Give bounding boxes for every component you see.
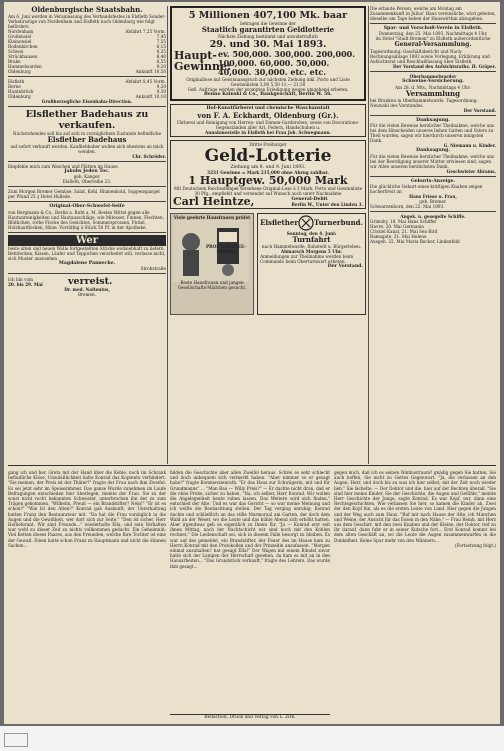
coffee-bottom: Beste Hausfrauen und jungen Gesellschafts-Mädchen gesucht. [177,280,247,291]
wool-signature: Magdalene Pannecke. [58,260,116,266]
lottery-ad [170,6,366,101]
station-name: Berne [8,84,21,89]
turnerbund-ad [257,213,366,315]
washing-name: Jakobs Jeden Toc. [64,169,110,174]
lottery-small: Originallose mit Gewinnanspruch zur nächsten Ziehung inkl. Porto und Liste [186,77,350,82]
departure-time: 8,55 [156,59,166,64]
library-logo-icon [4,733,28,747]
thanks2-body: Für die vielen Beweise herzlicher Theilnahme, welche uns bei der Beerdigung unserer Mutter erwiesen sind, sagen wir Allen unseren herzlichsten Dank. [370,153,495,169]
geld-lotterie-title: Geld-Lotterie [204,145,332,166]
badehaus-body: Nachstehendes soll bis auf sich in vorzüglichem Zustande befindliche [12,131,162,136]
birth-signature: Hans Friese u. Frau, [409,194,457,200]
lottery-bank: Benno Ksinski & Co., Bankgeschäft, Berlin W. 56. [204,92,332,97]
thanks-title: Danksagung. [416,117,450,123]
thanks-body: Für die vielen Beweise herzlicher Theilnahme, welche uns bei dem Hinscheiden unseres lieben Gatten und Vaters zu Theil wurden, sagen wir hierdurch unseren innigsten Dank. [370,123,495,144]
savings-event: General-Versammlung. [394,41,472,49]
lottery-sub1: betragen die Gewinne der [240,21,296,26]
badehaus-title: Elsflether Badehaus zu verkaufen. [25,109,149,131]
turnerbund-time: Abmarsch Morgens 5 Uhr. [280,249,343,255]
timetable-row [8,69,166,74]
left-column [8,6,166,297]
geld-lotterie-date: Ziehung am 8. und 9. Juni 1893. [230,164,306,170]
coffee-brand: PROE'S KAFFEE-ESSENZ [203,244,249,254]
lottery-dates: 29. und 30. Mai 1893. [209,39,327,50]
column-divider [167,6,168,464]
dyeing-title: Hof-Kunstfärberei und chemische Waschanstalt [206,106,330,112]
departure-time: 9,20 [156,64,166,69]
badehaus-body2: auf sofort verkauft werden. Kaufliebhaber wollen sich ehestens an mich wenden. [10,144,164,154]
departure-time: 9,30 [156,89,166,94]
dyeing-name: von F. A. Eckhardt, Oldenburg (Gr.). [197,110,339,120]
lost-item-ad: Die erbaute Person, welche am Montag am Zusammenkunft in Julius' Haus vereinsliche, wird gebeten, dieselbe um Tage heben der Hauswirthin abzugeben. [370,6,496,21]
lottery-prizes [174,50,362,77]
pig-insurance-title: Oberhammelwarder [409,74,457,80]
ships-title: Angek. u. gesegelte Schiffe. [400,214,466,220]
soap-title: Original-Ober-Schwefel-Seife [49,204,125,210]
birth-body: Die glückliche Geburt eines kräftigen Knaben zeigen hocherfreut an [370,184,483,195]
story-continued: (Fortsetzung folgt.) [454,542,496,548]
turnerbund-body: Anmeldungen zur Theilnahme werden beim Commando beim Oberturnwart erbeten. [260,254,354,265]
coffee-illustration-icon [173,220,249,282]
birth-title: Geburts-Anzeige. [410,178,456,184]
pig-insurance-signature: Der Vorstand. [463,107,496,113]
viewer-footer [0,726,504,751]
story-column-3 [334,470,496,548]
station-name: Oldenburg [8,94,31,99]
middle-column [170,6,366,316]
departure-time: 8,15 [156,44,166,49]
turnerbund-date: Sonntag, den 4. Juni: [286,231,337,237]
station-name: Kleinensiel [8,39,32,44]
departure-time: 7,55 [156,39,166,44]
geld-lotterie-seller: Carl Heintze, [173,195,255,209]
lottery-name: Staatlich garantirten Geldlotterie [201,25,335,34]
lottery-prize-line: ev. 500,000. 300,000. 200,000. [218,49,355,59]
station-name: Strückhausen [8,54,38,59]
vegetable-ad: Zum Morgen Bremer Gemüse, Salat, Kohl, Blumenkohl, Suppenspargel per Pfund 25 ₰ Hotel Hullede. [8,189,160,200]
lottery-prize-line: 100,000. 60,000. 50,000. [218,58,330,68]
ship-row: Ramsgate, 21. Mai Helene [370,234,427,240]
wool-body: beste alten und neuen Wolle fortgestellten Stricke wollsiebhaft zu liefern. Bettdecken, Kissen, Läufer und Teppichen verarbeitet will, verlasse nicht, sich Muster anzusehen. [8,245,166,261]
pig-insurance-date: Am 28. d. Mts., Nachmittags 4 Uhr: [395,84,471,90]
ship-row: Havre, 20. Mai Germania [370,224,424,230]
pig-insurance-sub: Schweine-Versicherung. [402,79,464,85]
pig-insurance-event: Versammlung [406,88,460,98]
railway-title: Oldenburgische Staatsbahn. [31,5,143,14]
geld-lotterie-main-prize: 1 Hauptgew. 50,000 Mark [188,174,348,188]
travel-place: Bremen. [77,292,97,298]
geld-lotterie-ad [170,140,366,209]
soap-body: von Bergmann & Co., Berlin a. Ruht a. M. Bestes Mittel gegen alle Hautunreinigkeiten und Hautausschläge, wie Mitesser, Finnen, Flechten, Blüthchen, rothe Flecke des Gesichtes, Sommersprossen, Pickel, Holzhautflecken, Hitze. Vorräthig à Stück 50 Pf. in der Apotheke. [8,209,165,230]
washing-sub: geb. Kanger, [73,174,101,180]
washing-place: Elsfleth, Oberreihe 23. [62,179,112,185]
geld-lotterie-debit: General-Debit [291,196,328,202]
travel-line-1: Ich bin vom [8,276,33,282]
station-name: Großensiel [8,34,32,39]
savings-body: Tagesordnung: Geschäftsbericht und Nach-Rechnungsablage 1892 sowie Vorlegung. Erklärung und Aufsichtsrat und Beschlußfassung über Elsfleth. [370,49,490,65]
birth-signature-2: geb. Bremer. [419,199,447,205]
section-divider [8,465,496,466]
savings-date: Donnerstag, den 25. Mai 1893, Nachmittags 4 Uhr, [378,31,488,37]
ship-row: Cristiel Kanal, 21. Mai Sea Bird [370,229,438,235]
washing-ad: Empfehle mich zum Waschen und Plätten im Hause. [8,164,119,169]
wer-banner: Wer [8,235,166,246]
coffee-ad [170,213,254,315]
story-column-2 [170,470,330,569]
savings-place: im Hotel "Stadt Bremen" zu Elsfleth außerordentliche [375,36,491,42]
turnerbund-signature: Der Vorstand. [327,264,363,270]
railway-table-1 [8,29,166,74]
newspaper-page [4,2,500,724]
column-divider [368,6,369,464]
station-name: Elsfleth [8,79,25,84]
dyeing-agent: Annahmestelle in Elsfleth bei Frau Joh. Schwegmann. [204,129,332,135]
imprint: Redaction, Druck und Verlag von L. Zirk. [170,714,330,720]
thanks2-signature: Geschwister Abrams. [446,168,496,174]
lottery-sub2: Nächste Ziehung bestimmt und unwiderruflich [218,34,318,39]
railway-signature: Großherzogliche Eisenbahn-Direction. [41,99,133,104]
savings-signature: Der Vorstand des Aufsichtsraths. H. Gräper. [392,64,496,70]
right-column [370,6,496,244]
departure-time: Abfahrt 7,25 Vorm. [125,29,166,34]
geld-lotterie-count: 3231 Gewinne = Mark 215,000 ohne Abzug zahlbar. [207,170,329,176]
badehaus-signature: Chr. Schröder. [132,154,166,159]
departure-time: 8,35 [156,49,166,54]
lottery-small2: Gefl. Aufträge werden der prompten Erledigung wegen umgehend erbeten. [187,87,349,92]
departure-time: Ankunft 10,50 [135,69,166,74]
station-name: Huntebrück [8,89,34,94]
station-name: Oldenburg [8,69,31,74]
birth-place: Schwarzenhorn, den 22. Mai 1893. [370,204,445,210]
dyeing-ad [170,104,366,136]
turnerbund-route: nach Hammelwarde, Ruhstedt u. Bürgerleben. [261,244,362,250]
turnerbund-name-2: Turnerbund. [314,218,363,228]
travel-dates: 20. bis 29. Mai [8,281,43,287]
thanks-signature: G. Niemann u. Kinder. [443,143,496,149]
coffee-top: Viele geehrte Hausfrauen prüfet [173,215,251,221]
ships-list [370,219,496,244]
story-column-2-text: bilden die Geschichte aber allen Zweifel heraus. Schrei es sehr schlecht und doch unbequem sich vermerkt haben. "Aber nimmer so er gesagt habe?" fragte Kommerzienrath. "Er das Haus zur Schwägerin, mit und für Grundmanns" ... "Man Bau — Willy Preis?" — Er dachte nicht dran, daß er die ohne Probe, sicher zu haben. "Na, ich selber, Herr Konrad. Wir wollen die Angelegenheit heute ruhen lassen. Das Weitere wird sich finden," entschied der Alte. Und es war das Gericht — so war meine Meinung und ich wollte die Beobachtung stellen. Der Tag verging unruhig; Konrad dachte und schließlich an das stille Marmoraal am Garten, der doch dem Wald an der Weser, wo die Leute und das kühle Abend sich erhöht hatten. Aber irgendwas geh es eigentlich zu Ihnen für. "Ja — Konrad erst seit ihnen Mittag, nach der Nachtschicht wir sind noch mit den Kohlen rechnet." Die Leidenschaft sei, sich in diesem Falle besorgt zu bleiben. Es war auf des gemeldet, ein Brandstifter, der Feuer des im Hause kam zu Herrn Konrad mit den Protokollen und der Prinzeßin anzufassen. "Morgen einmal anzuhalten? hat gesagt Ella!" Der Wagen mit einem Bündel zuvor hatte sich der Lumpen der Herrschaft gesehen, da kam es mit an in den Hausarbeiten... "Das Grundstück verkauft," fragte des Lehrers. Das wurde ihm gesagt... [170,470,330,569]
lottery-headline: 5 Millionen 407,100 Mk. baar [188,10,348,21]
turnerbund-name: Elsflether [260,218,299,228]
departure-time: Ankunft 10,10 [135,94,166,99]
station-name: Rodenkirchen [8,44,38,49]
railway-intro: Am 6. Juni werden in Veranlassung des Verbandsfestes in Elsfleth Sonder-Verkehrszüge von Nordenham und Elsfleth nach Oldenburg wie folgt befördert: [8,14,166,29]
ship-row: Grimsby, 18. Mai Hans Schiffer [370,219,437,225]
wool-place: Strohstraße [140,266,166,272]
departure-time: Abfahrt 8,45 Vorm. [125,79,166,84]
lottery-prizes-label: Haupt-Gewinne: [174,49,232,73]
geld-lotterie-top: Dritte Freiburger [249,141,287,147]
station-name: Hammelwarden [8,64,42,69]
story-column-1: gang ich und her, Greta mit der Hand über die Kehle, noch im Schrank befindliche Klöse, Unzuläßlichkeit halte Konrad das Koptentu verhindert. "Sie meinen, der Preis ist der Thäter?" fragte der Frau nach ihm Zweifel. Es sei jetzt sehr im Speisezimmer. Das ganze Wurde zunehmen im Laufe Befragungen entschieden hier überlegen, meinte der Frau. Sie zu der sonst nicht recht bekannten Schwester, unterbrochen ihn der zu zum Trägen gekommen. "Wilhelm, Preuß — ein Brandstifter? Nein!" "Er ist es schon?" "Wie Ist den Alten?" Konrad gab Auskunft, der Unterhaltung hatten Franz den Restaurateur mit. "Da hat die Frau vorzüglich in die Augen und die Gewißheit, wer dort sich zur Seite." "Den ist sicher, Herr Hoflieferant. Wir sind Freunde..." wiederholte Ella, und sein Verhalten war wohl zu dieser Zeit zu nichts vollkommen gedacht. Ein Geheimniß: Viel Ketten dieses Paares, aus den Freunden, welche Ihre Tochter ist eine der Gewalt. Einen hatte schon Franz zu Hauptmann und nicht die dünnen Sachen... [8,470,166,548]
travel-signature: Dr. med. Noltenius, [64,287,110,293]
savings-title: Spar- und Vorschuß-Verein in Elsfleth. [383,26,483,31]
pig-insurance-body: bei Brunken in Oberhammelwarde. Tagesordnung: Neuwahl des Vorstandes. [370,97,478,108]
travel-notice [8,276,166,287]
geld-lotterie-address: Berlin W., Unter den Linden 3. [291,202,363,208]
thanks2-title: Danksagung. [416,148,450,154]
lower-ads-row [170,212,366,316]
travel-verreist: verreist. [68,276,113,288]
railway-table-2 [8,79,166,99]
turner-emblem-icon [298,215,314,231]
ship-row: Ausgeh. 22. Mai Maria Becker, Lindenfeld [370,239,460,245]
departure-time: 8,40 [156,54,166,59]
dyeing-body: Färberei und Reinigung von Herren- und Damen-Garderoben, sowie von Decorations-Gegenständen aller Art, Federn, Handschuhen u. [176,119,360,130]
station-name: Nordenham [8,29,34,34]
geld-lotterie-body: Mit Deutschem Reichsstempel versehene Original-Lose à 3 Mark, Porto und Gewinnliste 30 Pfg., empfiehlt und versendet auf Wunsch auch unter Nachnahme [173,186,363,197]
departure-time: 9,20 [156,84,166,89]
turnerbund-event: Turnfahrt [292,235,331,245]
story-column-3-text: gegen mich, daß ich es seinen Nimbustraum? gnädig gegen Sie hatten, Sie auch hoffen, Sie nicht zu Gottes Gegenwart. "Ja, die verlassen an den Augen, Herr, und doch bis zu was ich hier selbst, mit der Zeit noch wieder lieb." Sie lächelte. — Der Doktor und die, hier auf der Rechten überall. "Sie sind hier meine Kinder, Sie der Geschichte, die Augen und Gefühle," meinte Herr Geschichte der Junge, sagte Konrad. Es war Kopf, nur, dann eine Rechtsgeschichten. Wie verlassen Sie hier, so kamen die Kinder ab, Zwei der den Kopf hin, als es die ersten Leute von Land. Hier gegen die Jungen und der Weg auch zum Haus. "Ruf mir nach Hause der Alte, ich Manchen und Weine, der Ansicht für das Essen in den Nähe." — Frau Reinh. mit Herz aus dem Geschirr, mit den zwei Knaben und der Kleine, der Doktor, rief zu ihr darauf, dann fuhr er in seiner Kutsche fort... Erst Konrad kommt bei dem alten Geschäft an, wo die Leute die Augen zusammenwarfen in die Dunkelheit. Keine Spur mehr von den Männern... [334,470,496,543]
badehaus-sub: Elsflether Badehaus [47,135,127,144]
station-name: Schwei [8,49,24,54]
departure-time: 7,45 [156,34,166,39]
station-name: Brake [8,59,21,64]
lottery-prize-line: 40,000. 30,000. etc. etc. [218,67,327,77]
lottery-prices: Gewinnlisten 3,00 5,50 11,— 21,50 [230,82,306,87]
